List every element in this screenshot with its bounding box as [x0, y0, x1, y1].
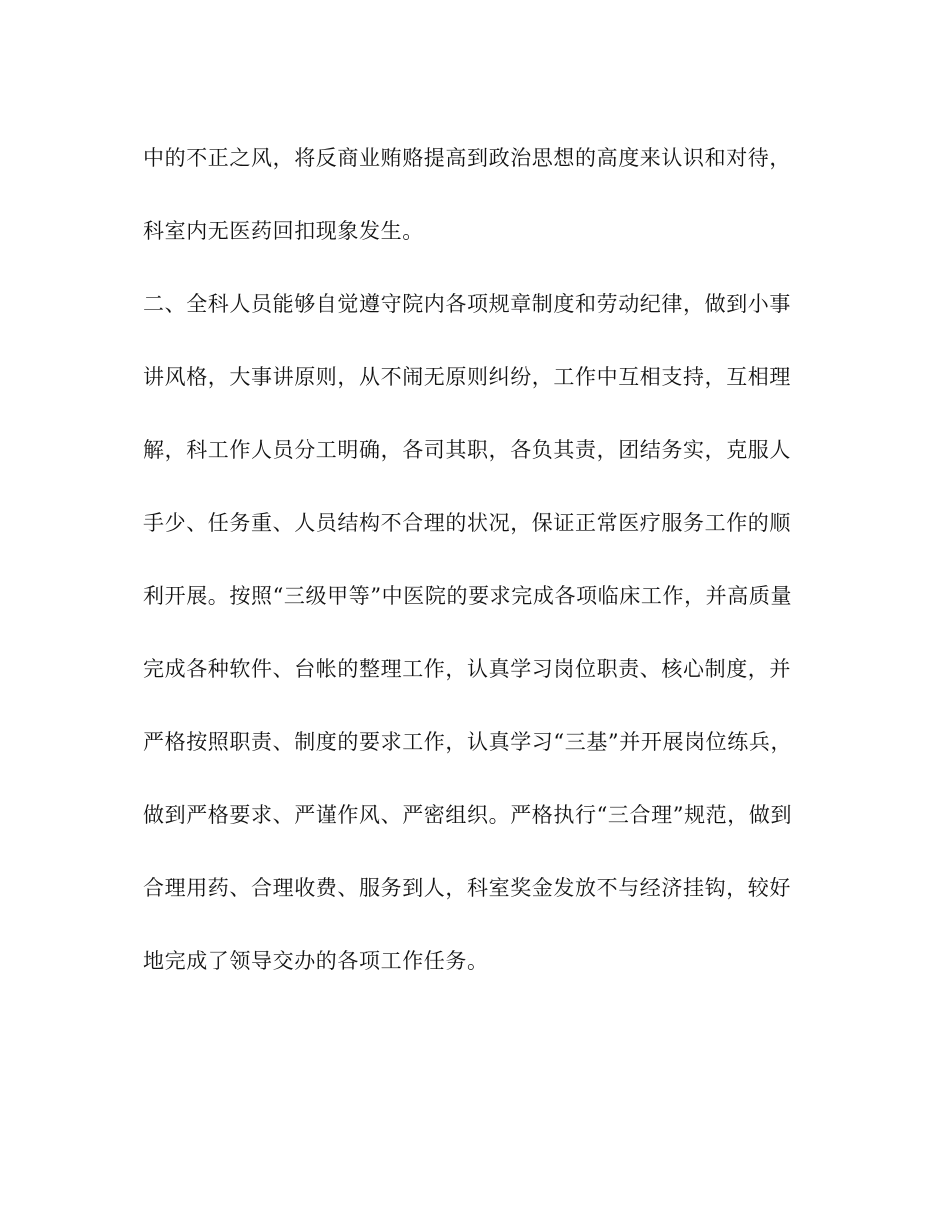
- text-line-4: 讲风格，大事讲原则，从不闹无原则纠纷，工作中互相支持，互相理: [143, 365, 791, 389]
- text-line-8: 完成各种软件、台帐的整理工作，认真学习岗位职责、核心制度，并: [143, 657, 791, 681]
- text-line-12: 地完成了领导交办的各项工作任务。: [143, 949, 489, 973]
- text-line-9: 严格按照职责、制度的要求工作，认真学习“三基”并开展岗位练兵，: [143, 730, 793, 754]
- text-line-1: 中的不正之风，将反商业贿赂提高到政治思想的高度来认识和对待，: [143, 146, 791, 170]
- text-line-2: 科室内无医药回扣现象发生。: [143, 219, 424, 243]
- text-line-7: 利开展。按照“三级甲等”中医院的要求完成各项临床工作，并高质量: [143, 584, 793, 608]
- text-line-6: 手少、任务重、人员结构不合理的状况，保证正常医疗服务工作的顺: [143, 511, 791, 535]
- text-line-5: 解，科工作人员分工明确，各司其职，各负其责，团结务实，克服人: [143, 438, 791, 462]
- text-line-11: 合理用药、合理收费、服务到人，科室奖金发放不与经济挂钩，较好: [143, 876, 791, 900]
- text-line-3: 二、全科人员能够自觉遵守院内各项规章制度和劳动纪律，做到小事: [143, 292, 791, 316]
- body-text: [143, 134, 803, 1010]
- text-line-10: 做到严格要求、严谨作风、严密组织。严格执行“三合理”规范，做到: [143, 803, 793, 827]
